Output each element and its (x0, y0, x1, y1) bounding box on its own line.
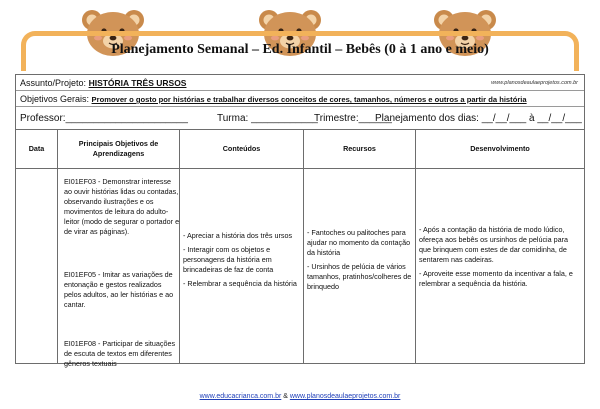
subject-value: HISTÓRIA TRÊS URSOS (88, 78, 187, 88)
goals-label-text: Objetivos Gerais: (20, 94, 90, 104)
subject-row (16, 75, 584, 91)
fields-row (16, 107, 584, 130)
development-item: - Após a contação da história de modo lúdico, ofereça aos bebês os ursinhos de pelúcia para que brinquem com estes de dar comidinha, de sentarem nas cadeiras. (419, 225, 569, 264)
subject-label (20, 78, 186, 88)
content-item: - Relembrar a sequência da história (183, 278, 297, 288)
content-item: - Apreciar a história dos três ursos (183, 231, 293, 241)
development-cell (416, 169, 584, 363)
header-resources: Recursos (304, 130, 416, 169)
class-field[interactable]: Turma: ____________ (217, 113, 318, 124)
objective-item: EI01EF08 - Participar de situações de escuta de textos em diferentes gêneros textuais (64, 339, 176, 368)
footer-separator: & (281, 393, 290, 400)
subject-label-text: Assunto/Projeto: (20, 78, 87, 88)
header-objectives: Principais Objetivos de Aprendizagens (58, 130, 180, 169)
resource-item: - Fantoches ou palitoches para ajudar no momento da contação da história (307, 228, 411, 258)
planning-sheet (15, 74, 585, 368)
planning-table (16, 130, 584, 368)
planning-days-field[interactable]: Planejamento dos dias: __/__/___ à __/__/___ (375, 113, 582, 124)
teacher-field[interactable]: Professor:______________________ (20, 113, 188, 124)
footer-link-planosdeaula[interactable]: www.planosdeaulaeprojetos.com.br (289, 393, 401, 400)
date-cell[interactable] (16, 169, 58, 363)
contents-cell (180, 169, 304, 363)
site-credit: www.planosdeaulaeprojetos.com.br (491, 80, 578, 86)
content-item: - Interagir com os objetos e personagens da história em brincadeiras de faz de conta (183, 245, 274, 274)
footer-link-educacrianca[interactable]: www.educacrianca.com.br (199, 393, 282, 400)
goals-label (20, 94, 527, 104)
objective-item: EI01EF03 - Demonstrar interesse ao ouvir histórias lidas ou contadas, observando ilustrações e os movimentos de leitura do adulto-leitor (modo de segurar o portador e de virar as páginas). (64, 177, 180, 236)
goals-row (16, 91, 584, 107)
page-title: Planejamento Semanal – Ed. Infantil – Bebês (0 à 1 ano e meio) (111, 42, 489, 57)
header-date: Data (16, 130, 58, 169)
development-item: - Aproveite esse momento da incentivar a fala, e relembrar a sequência da história. (419, 268, 573, 288)
goals-value: Promover o gosto por histórias e trabalhar diversos conceitos de cores, tamanhos, números e outros a partir da história (91, 95, 527, 104)
resource-item: - Ursinhos de pelúcia de vários tamanhos, pratinhos/colheres de brinquedo (307, 262, 412, 291)
header-development: Desenvolvimento (416, 130, 584, 169)
header-contents: Conteúdos (180, 130, 304, 169)
term-field[interactable]: Trimestre:______ (314, 113, 392, 124)
resources-cell (304, 169, 416, 363)
footer (0, 393, 600, 400)
objective-item: EI01EF05 - Imitar as variações de entonação e gestos realizados pelos adultos, ao ler histórias e ao cantar. (64, 270, 174, 309)
objectives-cell (58, 169, 180, 368)
